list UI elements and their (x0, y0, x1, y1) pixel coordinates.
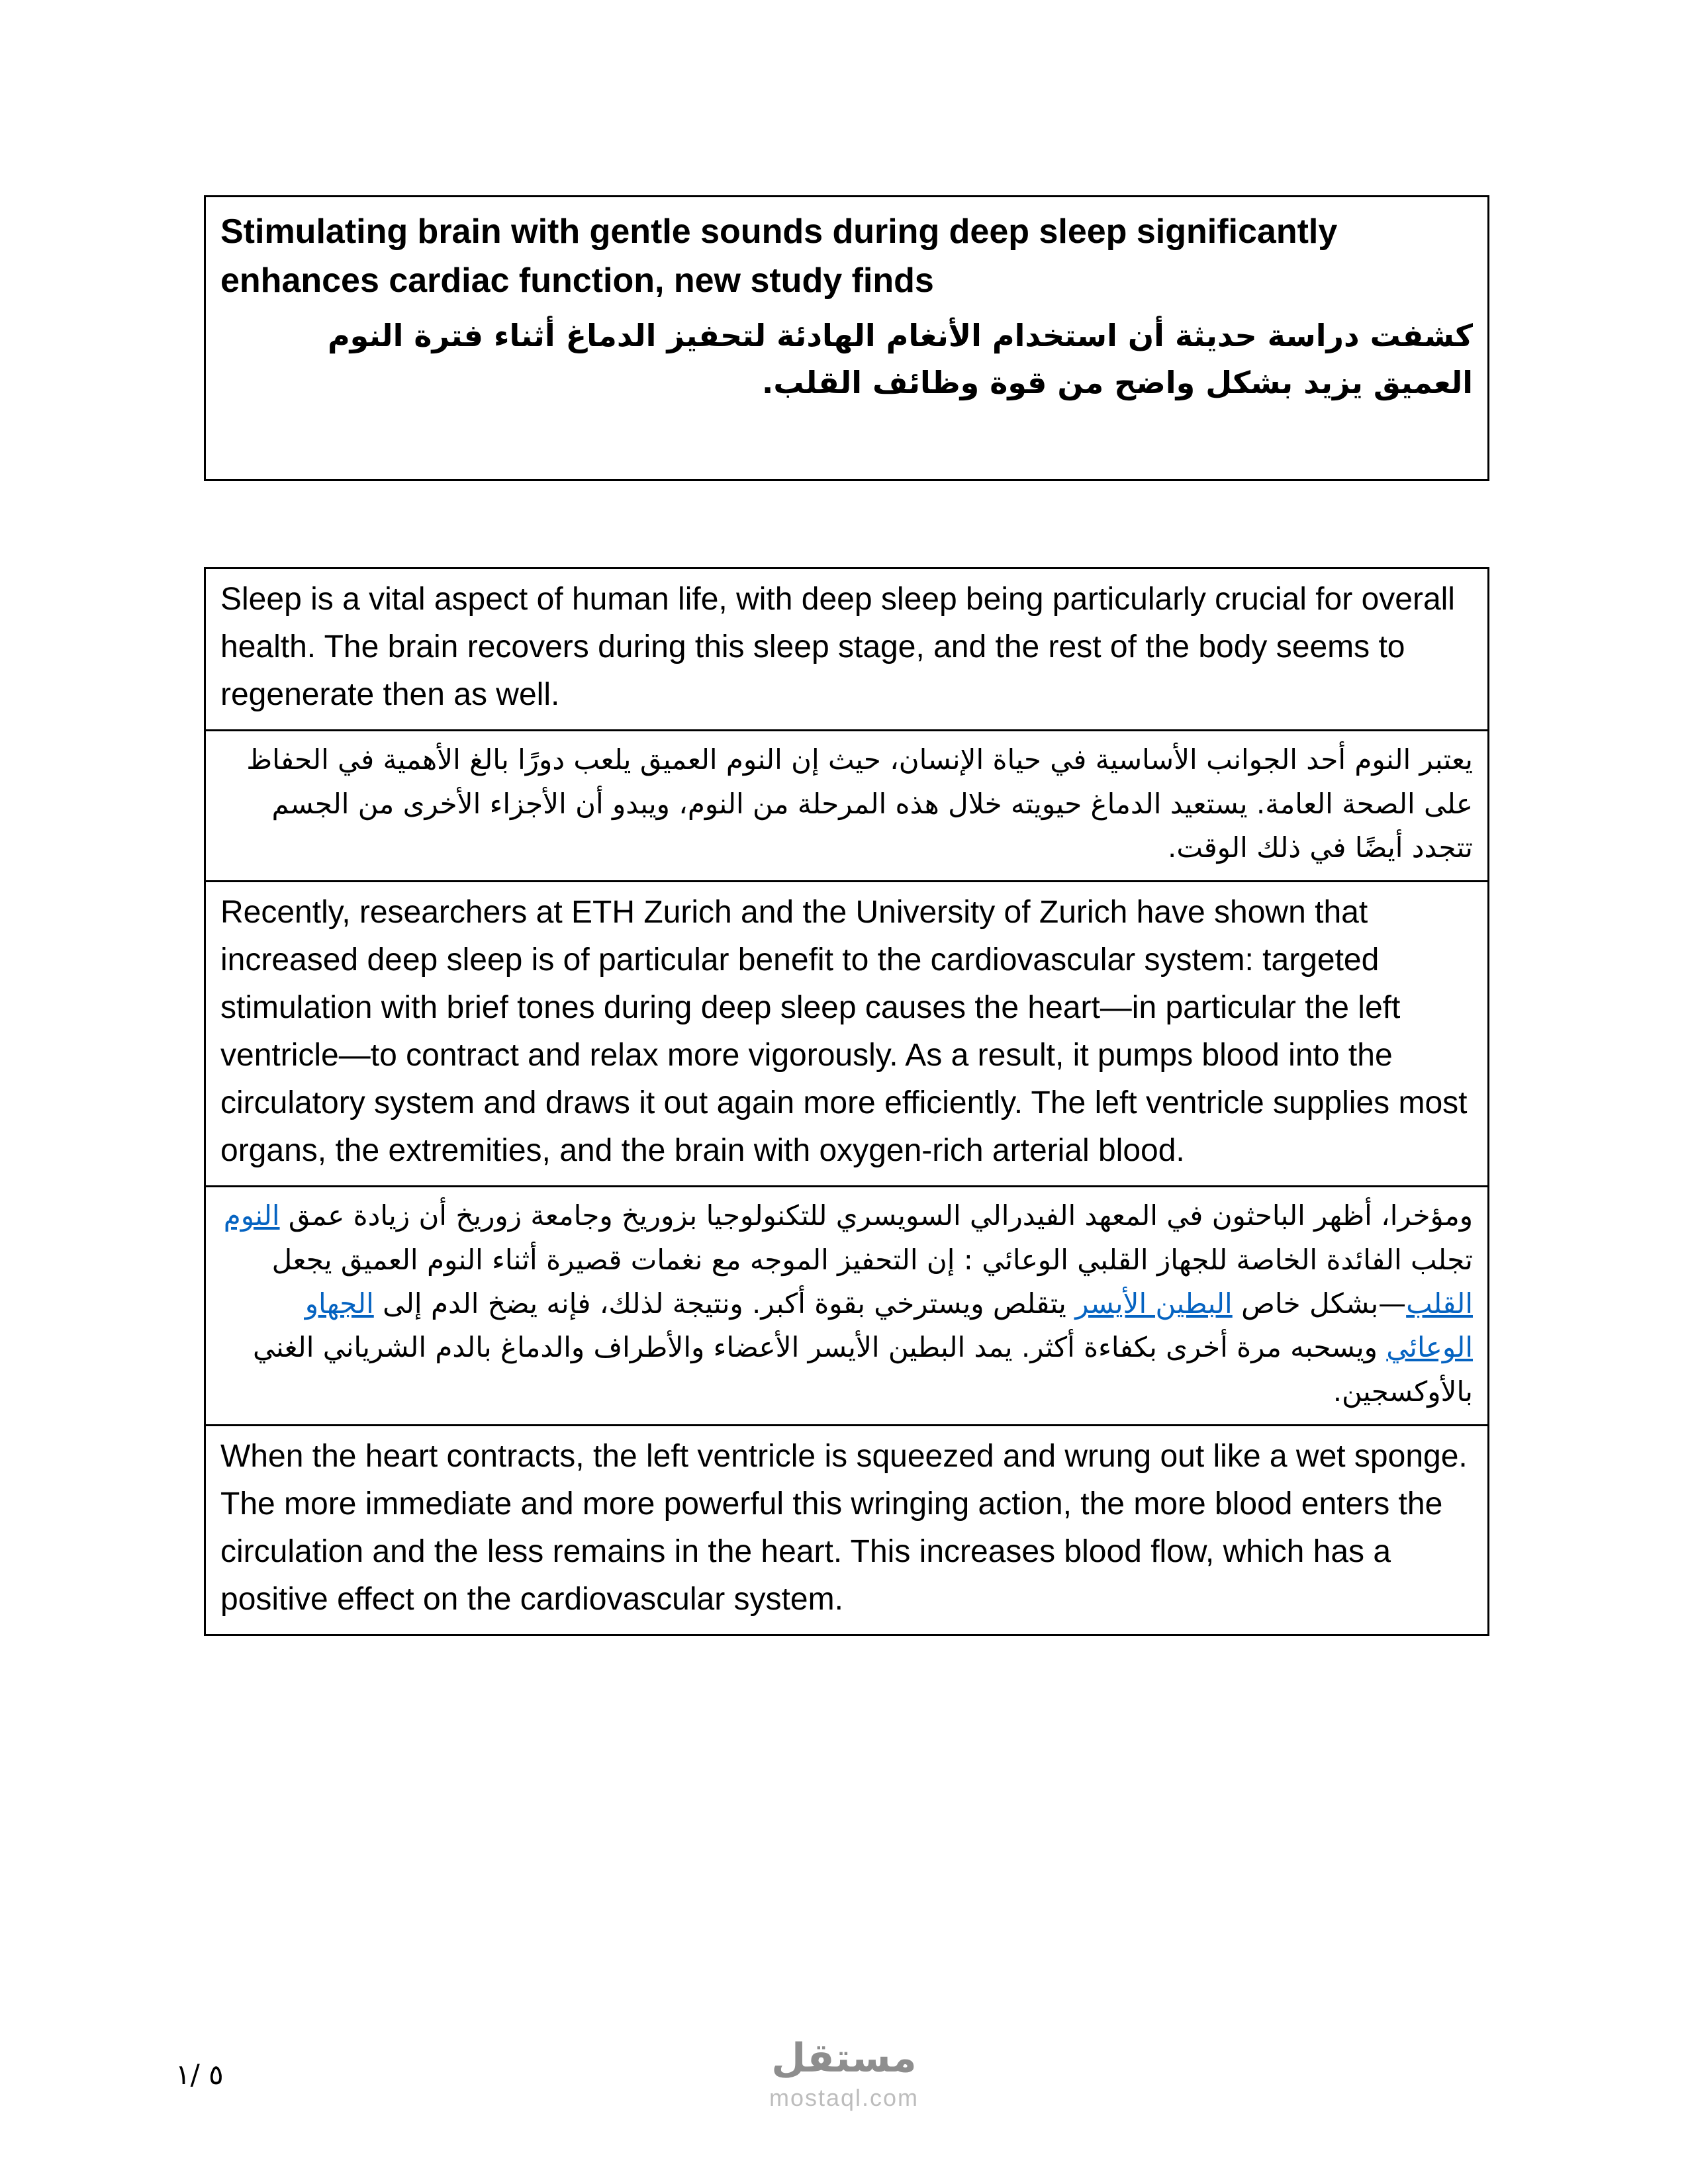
arabic-text-segment: —بشكل خاص (1232, 1287, 1407, 1320)
table-row-arabic-2 (206, 1185, 1487, 1424)
page-number: ٥ /١ (175, 2058, 224, 2091)
article-title-arabic: كشفت دراسة حديثة أن استخدام الأنغام الهادئة لتحفيز الدماغ أثناء فترة النوم العميق يزيد بشكل واضح من قوة وظائف القلب. (327, 317, 1473, 400)
arabic-text-segment: ومؤخرا، أظهر الباحثون في المعهد الفيدرالي السويسري للتكنولوجيا بزوريخ وجامعة زوريخ أن زيادة عمق (279, 1199, 1473, 1232)
table-row-english-1: Sleep is a vital aspect of human life, with deep sleep being particularly crucial for overall health. The brain recovers during this sleep stage, and the rest of the body seems to regenerate then as well. (220, 582, 1455, 713)
watermark (769, 2035, 919, 2112)
table-row-arabic-1: يعتبر النوم أحد الجوانب الأساسية في حياة الإنسان، حيث إن النوم العميق يلعب دورًا بالغ الأهمية في الحفاظ على الصحة العامة. يستعيد الدماغ حيويته خلال هذه المرحلة من النوم، ويبدو أن الأجزاء الأخرى من الجسم تتجدد أيضًا في ذلك الوقت. (206, 729, 1487, 880)
translation-table (204, 567, 1489, 1636)
arabic-text-segment: يتقلص ويسترخي بقوة أكبر. ونتيجة لذلك، فإنه يضخ الدم إلى (373, 1287, 1076, 1320)
arabic-text-segment: تجلب الفائدة الخاصة للجهاز القلبي الوعائي : إن التحفيز الموجه مع نغمات قصيرة أثناء النوم العميق يجعل (271, 1243, 1473, 1276)
hyperlink-heart[interactable]: القلب (1406, 1287, 1473, 1320)
arabic-text-segment: ويسحبه مرة أخرى بكفاءة أكثر. يمد البطين الأيسر الأعضاء والأطراف والدماغ بالدم الشرياني الغني بالأوكسجين. (252, 1331, 1473, 1408)
table-row-english-3: When the heart contracts, the left ventricle is squeezed and wrung out like a wet sponge. The more immediate and more powerful this wringing action, the more blood enters the circulation and the less remains in the heart. This increases blood flow, which has a positive effect on the cardiovascular system. (206, 1424, 1487, 1634)
watermark-logo-text: مستقل (771, 2035, 917, 2081)
document-content (204, 195, 1489, 1636)
hyperlink-sleep[interactable]: النوم (223, 1199, 280, 1232)
table-row-english-2: Recently, researchers at ETH Zurich and the University of Zurich have shown that increased deep sleep is of particular benefit to the cardiovascular system: targeted stimulation with brief tones during deep sleep causes the heart—in particular the left ventricle—to contract and relax more vigorously. As a result, it pumps blood into the circulatory system and draws it out again more efficiently. The left ventricle supplies most organs, the extremities, and the brain with oxygen-rich arterial blood. (206, 880, 1487, 1185)
hyperlink-circulatory-system[interactable]: الجهاو الوعائي (305, 1287, 1473, 1364)
hyperlink-left-ventricle[interactable]: البطين الأيسر (1075, 1287, 1233, 1320)
watermark-url: mostaql.com (769, 2084, 919, 2111)
article-title-english: Stimulating brain with gentle sounds during deep sleep significantly enhances cardiac function, new study finds (220, 212, 1338, 300)
title-box (204, 195, 1489, 481)
